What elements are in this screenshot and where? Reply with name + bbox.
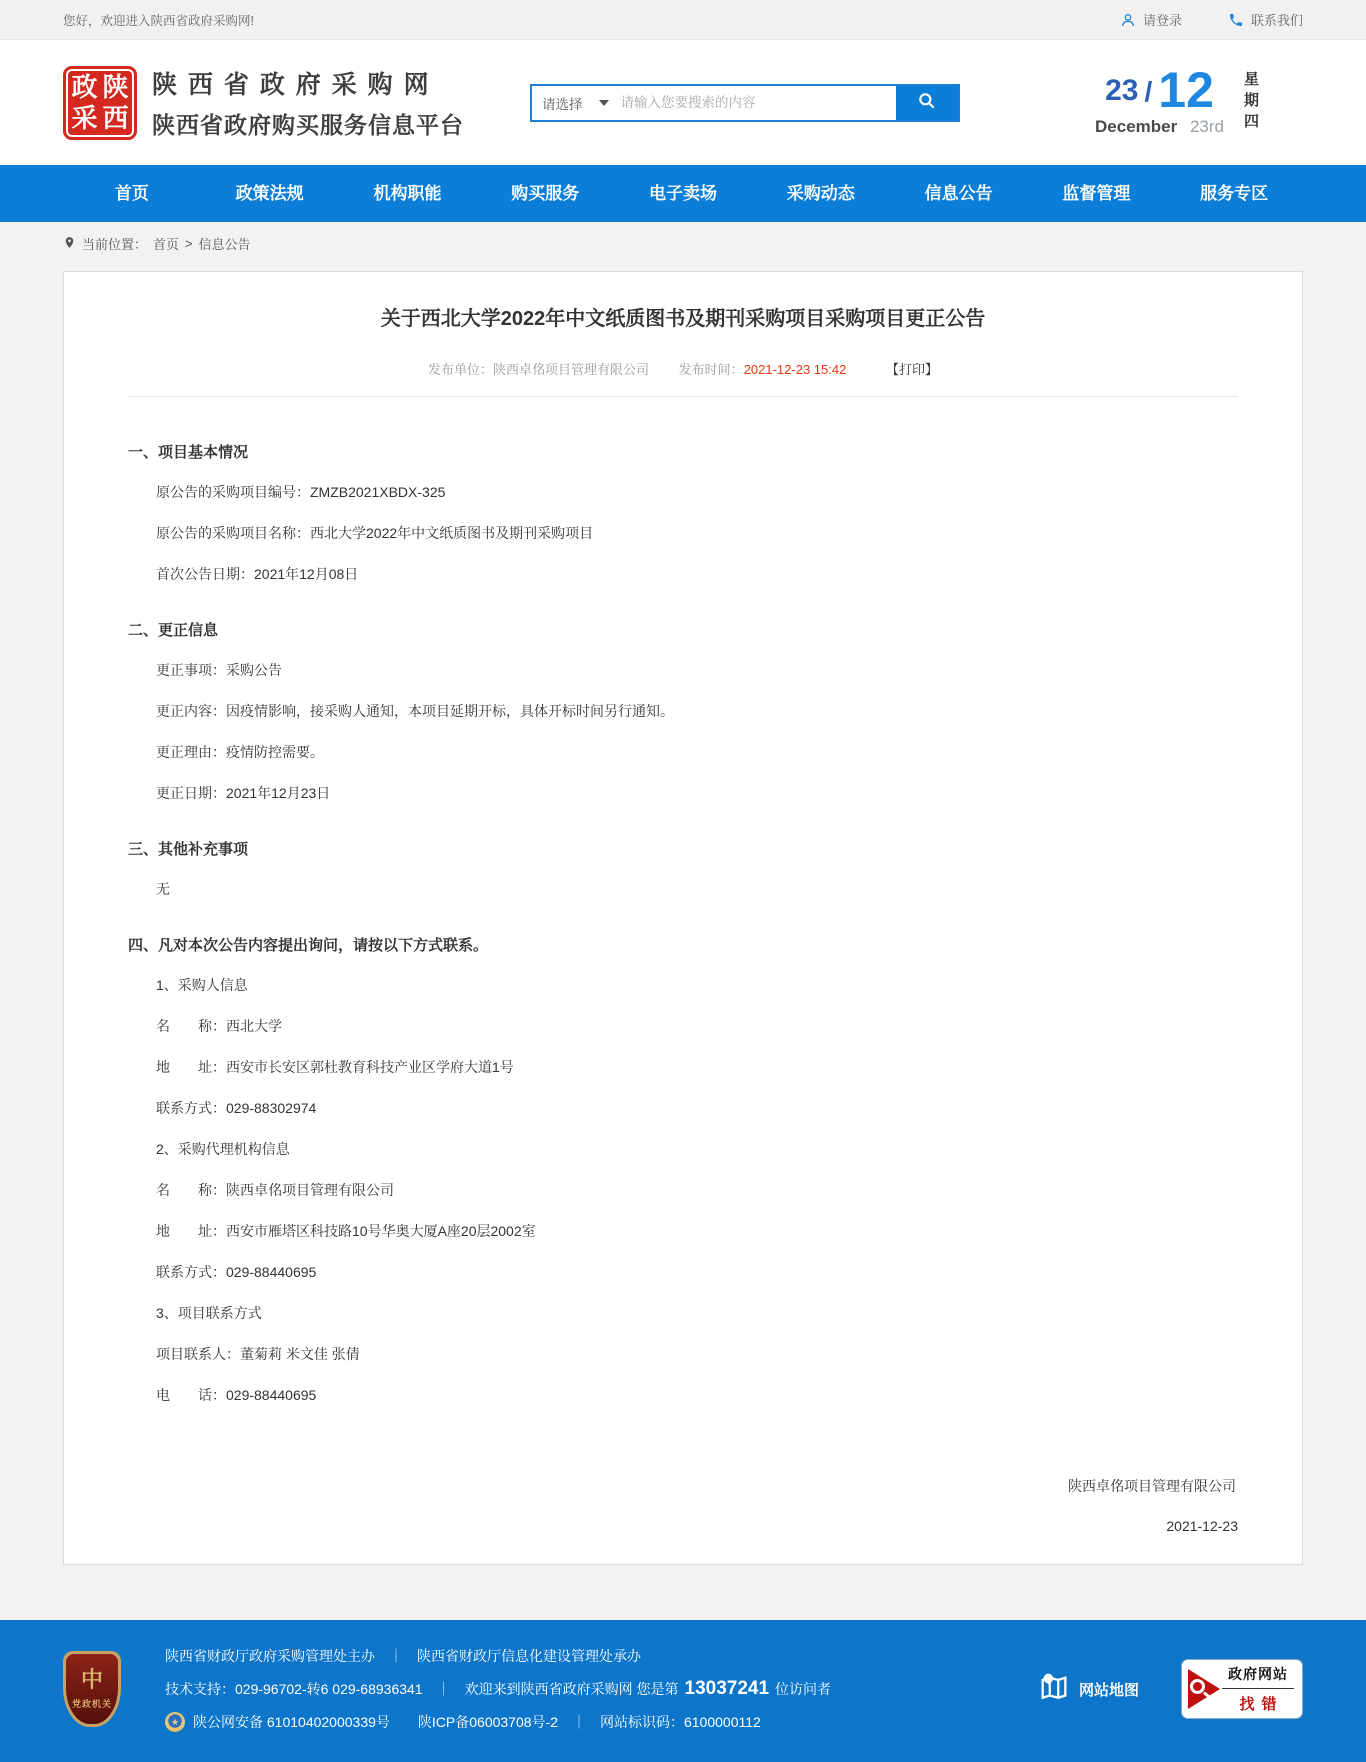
date-widget <box>1095 62 1303 137</box>
topbar <box>0 0 1366 40</box>
topbar-links <box>1120 10 1303 29</box>
search-input[interactable] <box>621 86 897 120</box>
site-title: 陕 西 省 政 府 采 购 网 <box>152 71 431 99</box>
seal-char: 西 <box>102 102 129 133</box>
contact-label: 联系我们 <box>1250 13 1303 28</box>
publish-time: 2021-12-23 15:42 <box>743 362 847 377</box>
police-star-glyph: ★ <box>170 1716 180 1727</box>
login-link[interactable] <box>1120 10 1182 29</box>
search-bar <box>530 84 960 122</box>
footer-line-3 <box>165 1712 831 1732</box>
article-line: 联系方式：029-88440695 <box>156 1264 317 1280</box>
signature-date: 2021-12-23 <box>1166 1518 1238 1534</box>
search-select-label: 请选择 <box>542 96 583 112</box>
article-line: 首次公告日期：2021年12月08日 <box>156 566 359 582</box>
date-month: 12 <box>1158 62 1214 118</box>
footer-site-id: 网站标识码：6100000112 <box>599 1714 761 1730</box>
signature-company: 陕西卓佲项目管理有限公司 <box>1068 1478 1236 1494</box>
announcement-article <box>63 271 1303 1565</box>
footer-tech-support: 技术支持：029-96702-转6 029-68936341 <box>165 1681 423 1697</box>
article-meta <box>128 359 1238 397</box>
site-header <box>0 40 1366 165</box>
date-ordinal: 23rd <box>1189 117 1224 136</box>
breadcrumb-prefix: 当前位置： <box>82 237 148 252</box>
map-icon <box>1037 1670 1071 1708</box>
article-line: 联系方式：029-88302974 <box>156 1100 317 1116</box>
seal-char: 采 <box>71 102 98 133</box>
phone-icon <box>1228 12 1244 28</box>
footer-line-1 <box>165 1646 831 1666</box>
site-footer <box>0 1620 1366 1762</box>
welcome-text: 您好，欢迎进入陕西省政府采购网! <box>63 13 254 28</box>
footer-icp-number: 陕ICP备06003708号-2 <box>417 1714 558 1730</box>
location-pin-icon <box>63 235 76 253</box>
article-line: 更正内容：因疫情影响，接采购人通知，本项目延期开标，具体开标时间另行通知。 <box>156 703 674 719</box>
article-line: 名 称：陕西卓佲项目管理有限公司 <box>156 1182 394 1198</box>
article-line: 名 称：西北大学 <box>156 1018 282 1034</box>
search-button[interactable] <box>896 86 958 120</box>
article-line: 项目联系人：董菊莉 米文佳 张倩 <box>156 1346 360 1362</box>
publish-time-label: 发布时间： <box>678 362 744 377</box>
date-slash: / <box>1144 76 1153 107</box>
seal-logo-icon <box>63 66 137 140</box>
article-line: 3、项目联系方式 <box>156 1305 262 1321</box>
footer-separator: ｜ <box>436 1681 451 1697</box>
site-logo[interactable] <box>63 65 464 140</box>
breadcrumb-current-link[interactable]: 信息公告 <box>198 237 251 252</box>
gov-site-error-report-badge[interactable] <box>1181 1659 1303 1719</box>
section-heading: 三、其他补充事项 <box>128 841 249 858</box>
site-subtitle: 陕西省政府购买服务信息平台 <box>152 112 464 138</box>
article-line: 1、采购人信息 <box>156 977 248 993</box>
footer-right <box>1037 1659 1303 1719</box>
sitemap-link[interactable] <box>1037 1670 1139 1708</box>
article-line: 更正事项：采购公告 <box>156 662 282 678</box>
error-badge-action: 找错 <box>1239 1696 1284 1713</box>
chevron-down-icon <box>599 100 609 106</box>
user-icon <box>1120 12 1136 28</box>
nav-item-announcements[interactable]: 信息公告 <box>924 184 993 203</box>
nav-item-policies[interactable]: 政策法规 <box>235 184 304 203</box>
footer-visitor-suffix: 位访问者 <box>775 1681 832 1697</box>
nav-item-home[interactable]: 首页 <box>114 184 149 203</box>
footer-visitor-text: 欢迎来到陕西省政府采购网 您是第 <box>464 1681 679 1697</box>
shield-emblem-glyph: 中 <box>80 1666 103 1692</box>
breadcrumb-bar <box>0 222 1366 263</box>
article-line: 更正理由：疫情防控需要。 <box>156 744 324 760</box>
police-badge-icon <box>165 1712 185 1732</box>
shield-label: 党政机关 <box>71 1698 112 1709</box>
date-weekday: 星期四 <box>1242 71 1259 134</box>
footer-co-organizer: 陕西省财政厅信息化建设管理处承办 <box>417 1648 641 1664</box>
article-line: 地 址：西安市雁塔区科技路10号华奥大厦A座20层2002室 <box>156 1223 536 1239</box>
error-badge-title: 政府网站 <box>1222 1664 1294 1689</box>
article-line: 地 址：西安市长安区郭杜教育科技产业区学府大道1号 <box>156 1059 514 1075</box>
search-category-select[interactable] <box>532 86 621 120</box>
footer-line-2 <box>165 1678 831 1700</box>
article-line: 原公告的采购项目编号：ZMZB2021XBDX-325 <box>156 484 446 500</box>
section-other-matters <box>128 838 1238 900</box>
date-day: 23 <box>1105 74 1139 107</box>
nav-item-procurement-news[interactable]: 采购动态 <box>786 184 855 203</box>
footer-organizer: 陕西省财政厅政府采购管理处主办 <box>165 1648 375 1664</box>
main-content <box>0 263 1366 1620</box>
search-icon <box>917 91 937 114</box>
footer-separator: ｜ <box>571 1714 586 1730</box>
section-heading: 四、凡对本次公告内容提出询问，请按以下方式联系。 <box>128 937 489 954</box>
date-month-name: December <box>1095 117 1178 136</box>
section-contact-info <box>128 934 1238 1406</box>
page-title: 关于西北大学2022年中文纸质图书及期刊采购项目采购项目更正公告 <box>380 308 986 330</box>
section-basic-info <box>128 441 1238 585</box>
nav-item-purchase-services[interactable]: 购买服务 <box>511 184 580 203</box>
sitemap-label: 网站地图 <box>1078 1681 1139 1699</box>
publisher-name: 陕西卓佲项目管理有限公司 <box>493 362 650 377</box>
footer-info <box>165 1646 831 1732</box>
nav-item-e-market[interactable]: 电子卖场 <box>649 184 718 203</box>
party-government-badge-icon <box>63 1651 121 1727</box>
seal-char: 陕 <box>102 71 129 102</box>
print-button[interactable]: 【打印】 <box>885 362 938 377</box>
article-body <box>128 397 1238 1534</box>
article-line: 2、采购代理机构信息 <box>156 1141 290 1157</box>
article-line: 更正日期：2021年12月23日 <box>156 785 331 801</box>
article-line: 无 <box>156 881 170 897</box>
nav-item-supervision[interactable]: 监督管理 <box>1062 184 1131 203</box>
main-nav <box>0 165 1366 222</box>
breadcrumb <box>63 234 1303 253</box>
nav-item-service-zone[interactable]: 服务专区 <box>1200 184 1269 203</box>
breadcrumb-separator: > <box>185 236 193 251</box>
footer-psb-number: 陕公网安备 61010402000339号 <box>193 1714 390 1730</box>
site-titles <box>152 65 464 140</box>
login-label: 请登录 <box>1142 13 1182 28</box>
article-line: 原公告的采购项目名称：西北大学2022年中文纸质图书及期刊采购项目 <box>156 525 594 541</box>
footer-separator: ｜ <box>389 1648 403 1664</box>
seal-char: 政 <box>71 71 98 102</box>
signature-block <box>128 1476 1238 1534</box>
section-heading: 一、项目基本情况 <box>128 444 249 461</box>
visitor-count: 13037241 <box>684 1678 770 1699</box>
section-heading: 二、更正信息 <box>128 622 219 639</box>
section-correction-info <box>128 619 1238 804</box>
breadcrumb-home-link[interactable]: 首页 <box>153 237 180 252</box>
contact-link[interactable] <box>1228 10 1303 29</box>
article-line: 电 话：029-88440695 <box>156 1387 317 1403</box>
nav-item-functions[interactable]: 机构职能 <box>373 184 442 203</box>
publisher-label: 发布单位： <box>428 362 494 377</box>
error-report-magnifier-icon <box>1186 1667 1222 1711</box>
